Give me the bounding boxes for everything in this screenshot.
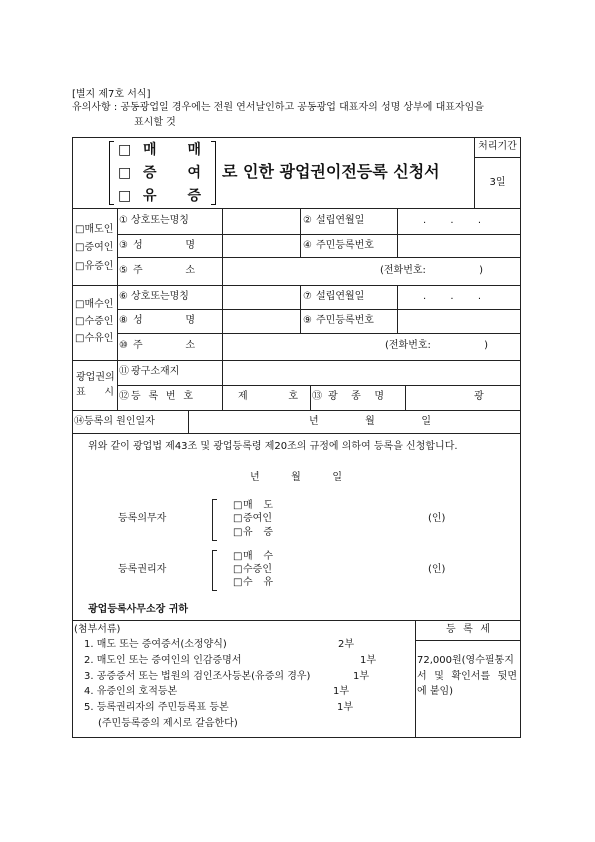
title-bracket-close [211, 141, 216, 205]
mining-right-label-display-part: 시 [104, 387, 114, 398]
right-holder-bracket [212, 550, 217, 591]
address-label [133, 265, 195, 277]
addressee: 광업등록사무소장 귀하 [88, 604, 189, 615]
founded-date-label: 설립연월일 [316, 291, 365, 302]
field-number: ⑧ [119, 315, 128, 326]
column-divider [300, 208, 301, 257]
address-label-part: 주 [133, 265, 143, 276]
registration-number-label-part: 등 [131, 391, 141, 402]
name-label-part: 명 [185, 315, 195, 326]
founded-date-label: 설립연월일 [316, 215, 365, 226]
row-divider [474, 157, 521, 158]
field-number: ⑬ [312, 391, 322, 402]
column-divider [397, 208, 398, 257]
cause-date-label: ⑭등록의 원인일자 [74, 416, 155, 427]
registration-tax-header-part: 등 [446, 624, 456, 635]
row-divider [117, 234, 521, 235]
row-divider [117, 257, 521, 258]
address-label-part: 소 [185, 340, 195, 351]
registration-number-label [131, 391, 193, 403]
mine-location-label: 광구소재지 [131, 366, 180, 377]
field-number: ⑪ [119, 366, 129, 377]
column-divider [397, 285, 398, 333]
title-option-checkbox: □ [118, 142, 132, 158]
right-holder-checkbox: □ [233, 577, 243, 588]
registration-tax-line: 72,000원(영수필통지 [417, 655, 514, 666]
row-divider [72, 410, 521, 411]
notice-line-1: 유의사항 : 공동광업일 경우에는 전원 연서날인하고 공동광업 대표자의 성명 상부에 대표자임을 [72, 102, 484, 113]
address-label [133, 340, 195, 352]
obligor-checkbox: □ [233, 527, 243, 538]
attachment-item: 1. 매도 또는 증여증서(소정양식) [84, 639, 227, 650]
obligor-label: 등록의무자 [118, 513, 167, 524]
name-label-part: 명 [185, 240, 195, 251]
processing-period-value: 3일 [489, 177, 506, 188]
obligor-option-donor: 증여인 [243, 513, 272, 524]
mining-right-label-display [76, 387, 114, 399]
transferee-role-donee: □수증인 [75, 316, 114, 327]
name-label [133, 240, 195, 252]
row-divider [415, 640, 521, 641]
row-divider [72, 433, 521, 434]
field-number: ② [303, 215, 312, 226]
title-option-bequest-part: 유 [143, 188, 157, 204]
name-label-part: 성 [133, 315, 143, 326]
founded-date-placeholder [423, 215, 481, 227]
title-option-checkbox: □ [118, 188, 132, 204]
founded-date-placeholder-part: . [477, 291, 481, 302]
founded-date-placeholder-part: . [450, 215, 454, 226]
registration-tax-line-part: 확인서를 [451, 671, 491, 682]
registration-tax-header-part: 록 [463, 624, 473, 635]
row-divider [72, 208, 521, 209]
right-holder-option-donee: 수증인 [243, 564, 272, 575]
field-number: ⑫ [119, 391, 129, 402]
registration-tax-line-part: 서 [417, 671, 427, 682]
company-name-label: 상호또는명칭 [131, 291, 189, 302]
declaration-date [250, 472, 342, 484]
phone-placeholder-part: ) [484, 340, 488, 351]
title-option-sale-part: 매 [187, 142, 201, 158]
row-divider [72, 285, 521, 286]
obligor-option-bequest-part: 증 [263, 527, 273, 538]
founded-date-placeholder-part: . [477, 215, 481, 226]
column-divider [222, 208, 223, 410]
registration-tax-header [446, 624, 490, 636]
right-holder-seal: (인) [428, 564, 446, 575]
mineral-name-label-part: 종 [351, 391, 361, 402]
field-number: ⑤ [119, 265, 128, 276]
transferee-role-legatee: □수유인 [75, 333, 114, 344]
address-label-part: 소 [185, 265, 195, 276]
founded-date-placeholder-part: . [423, 291, 427, 302]
mining-right-label-display-part: 표 [76, 387, 86, 398]
registration-number-placeholder-part: 제 [238, 391, 248, 402]
declaration-date-part: 년 [250, 472, 260, 483]
right-holder-option-legatee-part: 유 [263, 577, 273, 588]
attachment-item: 2. 매도인 또는 증여인의 인감증명서 [84, 655, 242, 666]
attachment-item: 5. 등록권리자의 주민등록표 등본 [84, 702, 229, 713]
registration-number-placeholder-part: 호 [288, 391, 298, 402]
column-divider [405, 385, 406, 410]
cause-date-placeholder-part: 월 [365, 416, 375, 427]
registration-tax-line-part: 및 [434, 671, 444, 682]
title-option-bequest [143, 187, 201, 205]
column-divider [117, 208, 118, 410]
phone-placeholder-part: (전화번호: [385, 340, 431, 351]
row-divider [72, 360, 521, 361]
mineral-name-suffix: 광 [474, 391, 484, 402]
registration-tax-line: 에 붙임) [417, 686, 454, 697]
obligor-option-seller [243, 500, 273, 512]
field-number: ④ [303, 240, 312, 251]
phone-placeholder [385, 340, 488, 352]
attachments-header: (첨부서류) [74, 624, 121, 635]
field-number: ⑦ [303, 291, 312, 302]
phone-placeholder [380, 265, 483, 277]
right-holder-option-buyer [243, 551, 273, 563]
notice-line-2: 표시할 것 [134, 117, 176, 128]
transferor-role-donor: □증여인 [75, 242, 114, 253]
attachment-count: 2부 [338, 639, 355, 650]
form-title: 로 인한 광업권이전등록 신청서 [222, 162, 440, 181]
row-divider [72, 620, 521, 621]
registration-tax-header-part: 세 [480, 624, 490, 635]
field-number: ⑨ [303, 315, 312, 326]
right-holder-label: 등록권리자 [118, 564, 167, 575]
field-number: ③ [119, 240, 128, 251]
mineral-name-label-part: 명 [374, 391, 384, 402]
obligor-seal: (인) [428, 513, 446, 524]
registration-tax-line-part: 뒷면 [497, 671, 517, 682]
title-option-checkbox: □ [118, 165, 132, 181]
attachment-item: 3. 공증증서 또는 법원의 검인조사등본(유증의 경우) [84, 671, 311, 682]
right-holder-checkbox: □ [233, 551, 243, 562]
mining-right-label: 광업권의 [76, 372, 115, 383]
registration-number-placeholder [238, 391, 298, 403]
registration-number-label-part: 록 [148, 391, 159, 402]
declaration-date-part: 일 [332, 472, 342, 483]
name-label [133, 315, 195, 327]
right-holder-option-buyer-part: 매 [243, 551, 253, 562]
resident-id-label: 주민등록번호 [316, 315, 374, 326]
registration-tax-line [417, 671, 517, 683]
right-holder-checkbox: □ [233, 564, 243, 575]
founded-date-placeholder-part: . [423, 215, 427, 226]
resident-id-label: 주민등록번호 [316, 240, 374, 251]
obligor-option-bequest [243, 527, 273, 539]
field-number: ① [119, 215, 128, 226]
attachment-count: 1부 [333, 686, 350, 697]
title-option-gift-part: 증 [143, 165, 157, 181]
declaration-statement: 위와 같이 광업법 제43조 및 광업등록령 제20조의 규정에 의하여 등록을 신청합니다. [88, 441, 458, 452]
mineral-name-label [328, 391, 384, 403]
column-divider [300, 285, 301, 333]
title-option-bequest-part: 증 [187, 188, 201, 204]
transferee-role-buyer: □매수인 [75, 299, 114, 310]
founded-date-placeholder [423, 291, 481, 303]
obligor-option-bequest-part: 유 [243, 527, 253, 538]
attachment-item: 4. 유증인의 호적등본 [84, 686, 178, 697]
obligor-checkbox: □ [233, 500, 243, 511]
column-divider [310, 385, 311, 410]
founded-date-placeholder-part: . [450, 291, 454, 302]
column-divider [415, 620, 416, 738]
transferor-role-seller: □매도인 [75, 224, 114, 235]
cause-date-placeholder-part: 일 [421, 416, 431, 427]
cause-date-placeholder-part: 년 [309, 416, 319, 427]
registration-number-label-part: 호 [183, 391, 193, 402]
registration-number-label-part: 번 [165, 391, 176, 402]
mineral-name-label-part: 광 [328, 391, 338, 402]
obligor-option-seller-part: 매 [243, 500, 253, 511]
title-option-gift-part: 여 [187, 165, 201, 181]
title-option-gift [143, 164, 201, 182]
title-option-sale-part: 매 [143, 142, 157, 158]
processing-period-label: 처리기간 [478, 141, 517, 152]
attachment-count: 1부 [337, 702, 354, 713]
attachment-count: 1부 [353, 671, 370, 682]
field-number: ⑩ [119, 340, 128, 351]
row-divider [117, 385, 521, 386]
declaration-date-part: 월 [291, 472, 301, 483]
obligor-option-seller-part: 도 [263, 500, 273, 511]
name-label-part: 성 [133, 240, 143, 251]
obligor-checkbox: □ [233, 513, 243, 524]
title-option-sale [143, 141, 201, 159]
attachment-note: (주민등록증의 제시로 갈음한다) [98, 718, 238, 729]
right-holder-option-legatee [243, 577, 273, 589]
address-label-part: 주 [133, 340, 143, 351]
right-holder-option-legatee-part: 수 [243, 577, 253, 588]
phone-placeholder-part: (전화번호: [380, 265, 426, 276]
title-bracket-open [109, 141, 114, 205]
right-holder-option-buyer-part: 수 [263, 551, 273, 562]
transferor-role-testator: □유증인 [75, 261, 114, 272]
company-name-label: 상호또는명칭 [131, 215, 189, 226]
field-number: ⑥ [119, 291, 128, 302]
column-divider [188, 410, 189, 433]
row-divider [117, 333, 521, 334]
form-number: [별지 제7호 서식] [72, 89, 151, 100]
cause-date-placeholder [309, 416, 431, 428]
phone-placeholder-part: ) [479, 265, 483, 276]
obligor-bracket [212, 499, 217, 541]
attachment-count: 1부 [360, 655, 377, 666]
row-divider [117, 309, 521, 310]
